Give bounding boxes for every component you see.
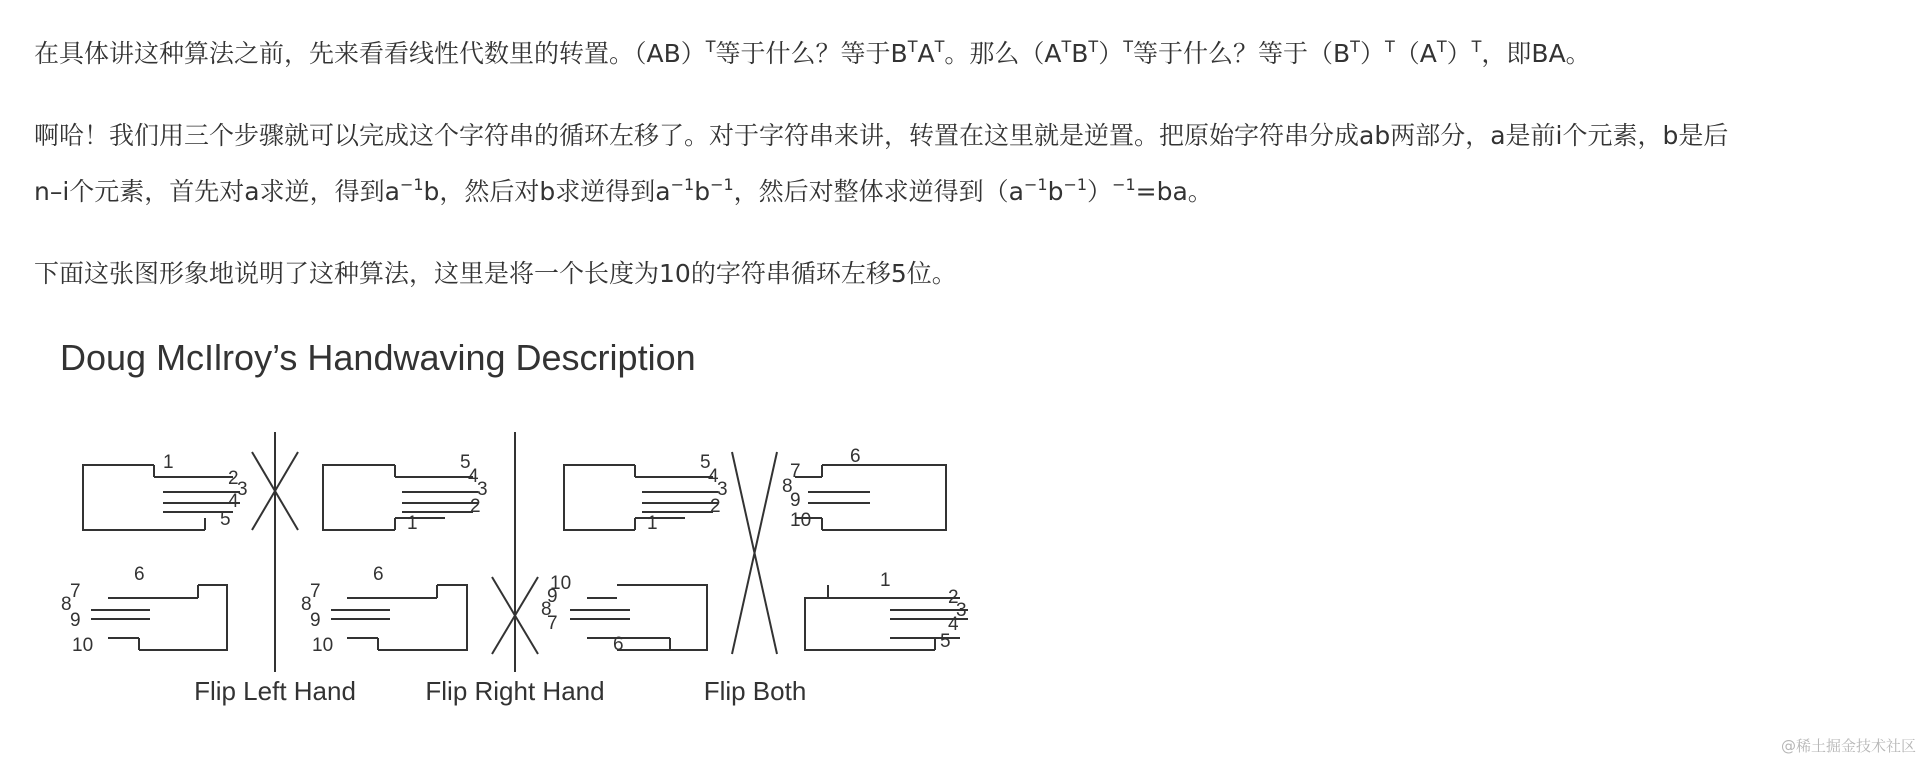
svg-text:7: 7: [547, 613, 558, 634]
svg-text:8: 8: [782, 476, 793, 497]
svg-text:10: 10: [790, 510, 812, 531]
svg-text:1: 1: [163, 452, 174, 473]
svg-text:7: 7: [790, 461, 801, 482]
svg-text:3: 3: [237, 479, 248, 500]
paragraph-line: n–i个元素，首先对a求逆，得到$a^{-1}b$，然后对b求逆得到$a^{-1}b^{-1}$，然后对整体求逆得到$(a^{-1}b^{-1})^{-1}=ba$。: [34, 175, 1213, 206]
caption-flip-right: Flip Right Hand: [425, 676, 605, 706]
flip-cross-both: [732, 452, 777, 654]
svg-text:2: 2: [948, 587, 959, 608]
hand-left-palm-2: [331, 585, 467, 650]
svg-text:5: 5: [220, 509, 231, 530]
svg-text:10: 10: [72, 635, 94, 656]
svg-text:1: 1: [407, 513, 418, 534]
paragraph-rotation-steps: [34, 108, 1728, 220]
svg-text:4: 4: [708, 466, 719, 487]
caption-flip-left: Flip Left Hand: [194, 676, 356, 706]
svg-text:9: 9: [790, 490, 801, 511]
svg-text:5: 5: [940, 631, 951, 652]
svg-text:5: 5: [460, 452, 471, 473]
svg-text:4: 4: [468, 466, 479, 487]
hand-left-palm-final: [795, 465, 946, 530]
svg-text:7: 7: [310, 581, 321, 602]
paragraph-figure-intro: 下面这张图形象地说明了这种算法，这里是将一个长度为10的字符串循环左移5位。: [34, 259, 957, 288]
svg-text:4: 4: [948, 614, 959, 635]
figure-title: Doug McIlroy’s Handwaving Description: [60, 337, 696, 378]
hand-left-palm: [91, 585, 227, 650]
svg-text:10: 10: [550, 573, 572, 594]
hand-right-palm-3: [564, 465, 718, 530]
watermark: @稀土掘金技术社区: [1780, 737, 1916, 755]
svg-text:3: 3: [717, 479, 728, 500]
svg-text:9: 9: [547, 586, 558, 607]
svg-text:2: 2: [710, 496, 721, 517]
svg-text:6: 6: [850, 446, 861, 467]
svg-text:6: 6: [373, 564, 384, 585]
svg-text:1: 1: [880, 570, 891, 591]
svg-text:1: 1: [647, 513, 658, 534]
svg-text:7: 7: [70, 581, 81, 602]
paragraph-line: 啊哈！我们用三个步骤就可以完成这个字符串的循环左移了。对于字符串来讲，转置在这里就是逆置。把原始字符串分成ab两部分，a是前i个元素，b是后: [34, 121, 1729, 150]
svg-text:2: 2: [228, 468, 239, 489]
handwaving-figure: [50, 332, 1000, 732]
svg-text:8: 8: [301, 594, 312, 615]
svg-text:6: 6: [613, 634, 624, 655]
svg-text:3: 3: [477, 479, 488, 500]
svg-text:5: 5: [700, 452, 711, 473]
svg-text:8: 8: [541, 599, 552, 620]
caption-flip-both: Flip Both: [703, 676, 807, 706]
svg-text:2: 2: [470, 496, 481, 517]
svg-text:4: 4: [228, 491, 239, 512]
hand-right-palm: [83, 465, 240, 530]
hand-right-palm-flipped: [323, 465, 478, 530]
svg-text:9: 9: [70, 610, 81, 631]
svg-text:10: 10: [312, 635, 334, 656]
svg-text:6: 6: [134, 564, 145, 585]
hand-left-palm-flipped: [570, 585, 707, 650]
paragraph-transpose: 在具体讲这种算法之前，先来看看线性代数里的转置。（AB）$^T$等于什么？等于$B^TA^T$。那么$(A^TB^T)^T$等于什么？等于$(B^T)^T(A^T)^T$，即BA。: [34, 37, 1591, 68]
svg-text:9: 9: [310, 610, 321, 631]
svg-text:3: 3: [956, 600, 967, 621]
svg-text:8: 8: [61, 594, 72, 615]
finger-labels-hand-6: [541, 573, 624, 655]
